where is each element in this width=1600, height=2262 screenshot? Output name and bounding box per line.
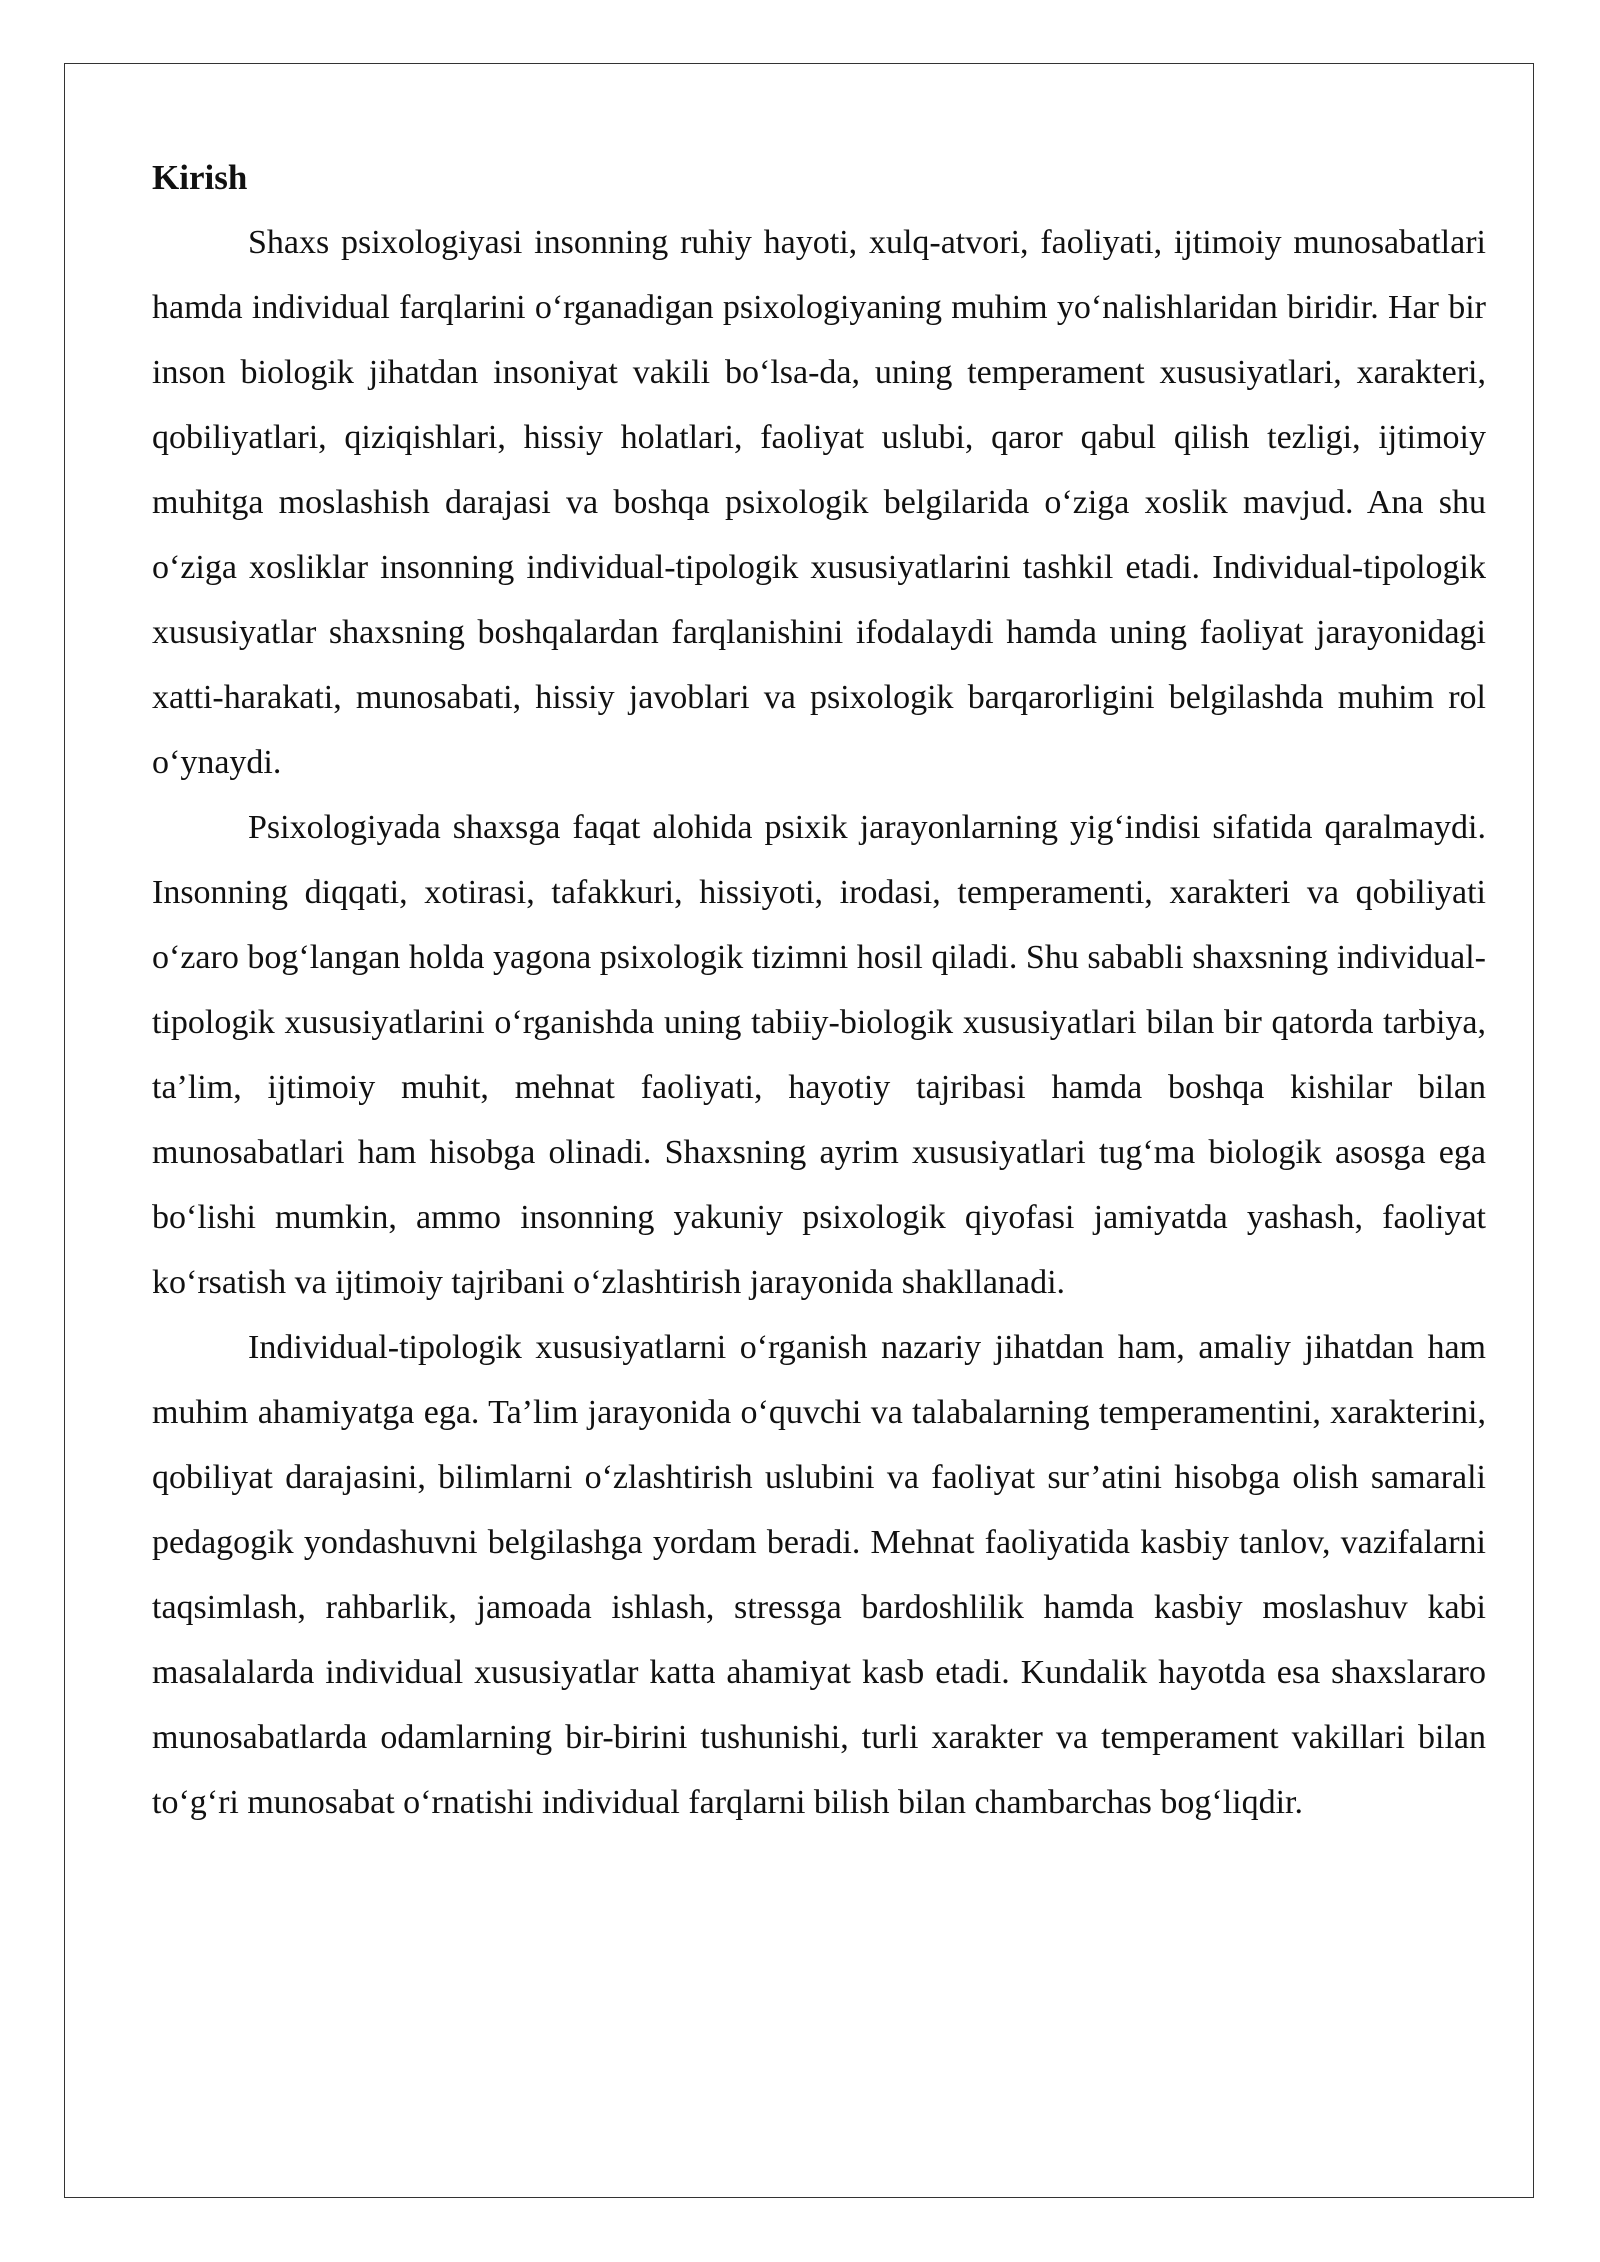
section-heading: Kirish bbox=[152, 158, 248, 197]
paragraph-2: Psixologiyada shaxsga faqat alohida psixik jarayonlarning yig‘indisi sifatida qaralmaydi. Insonning diqqati, xotirasi, tafakkuri, hissiyoti, irodasi, temperamenti, xarakteri va qobiliyati o‘zaro bog‘langan holda yagona psixologik tizimni hosil qiladi. Shu sababli shaxsning individual-tipologik xususiyatlarini o‘rganishda uning tabiiy-biologik xususiyatlari bilan bir qatorda tarbiya, ta’lim, ijtimoiy muhit, mehnat faoliyati, hayotiy tajribasi hamda boshqa kishilar bilan munosabatlari ham hisobga olinadi. Shaxsning ayrim xususiyatlari tug‘ma biologik asosga ega bo‘lishi mumkin, ammo insonning yakuniy psixologik qiyofasi jamiyatda yashash, faoliyat ko‘rsatish va ijtimoiy tajribani o‘zlashtirish jarayonida shakllanadi. bbox=[152, 809, 1486, 1301]
document-body bbox=[152, 145, 1486, 1835]
paragraph-1: Shaxs psixologiyasi insonning ruhiy hayoti, xulq-atvori, faoliyati, ijtimoiy munosabatlari hamda individual farqlarini o‘rganadigan psixologiyaning muhim yo‘nalishlaridan biridir. Har bir inson biologik jihatdan insoniyat vakili bo‘lsa-da, uning temperament xususiyatlari, xarakteri, qobiliyatlari, qiziqishlari, hissiy holatlari, faoliyat uslubi, qaror qabul qilish tezligi, ijtimoiy muhitga moslashish darajasi va boshqa psixologik belgilarida o‘ziga xoslik mavjud. Ana shu o‘ziga xosliklar insonning individual-tipologik xususiyatlarini tashkil etadi. Individual-tipologik xususiyatlar shaxsning boshqalardan farqlanishini ifodalaydi hamda uning faoliyat jarayonidagi xatti-harakati, munosabati, hissiy javoblari va psixologik barqarorligini belgilashda muhim rol o‘ynaydi. bbox=[152, 224, 1486, 781]
paragraph-3: Individual-tipologik xususiyatlarni o‘rganish nazariy jihatdan ham, amaliy jihatdan ham muhim ahamiyatga ega. Ta’lim jarayonida o‘quvchi va talabalarning temperamentini, xarakterini, qobiliyat darajasini, bilimlarni o‘zlashtirish uslubini va faoliyat sur’atini hisobga olish samarali pedagogik yondashuvni belgilashga yordam beradi. Mehnat faoliyatida kasbiy tanlov, vazifalarni taqsimlash, rahbarlik, jamoada ishlash, stressga bardoshlilik hamda kasbiy moslashuv kabi masalalarda individual xususiyatlar katta ahamiyat kasb etadi. Kundalik hayotda esa shaxslararo munosabatlarda odamlarning bir-birini tushunishi, turli xarakter va temperament vakillari bilan to‘g‘ri munosabat o‘rnatishi individual farqlarni bilish bilan chambarchas bog‘liqdir. bbox=[152, 1329, 1486, 1821]
